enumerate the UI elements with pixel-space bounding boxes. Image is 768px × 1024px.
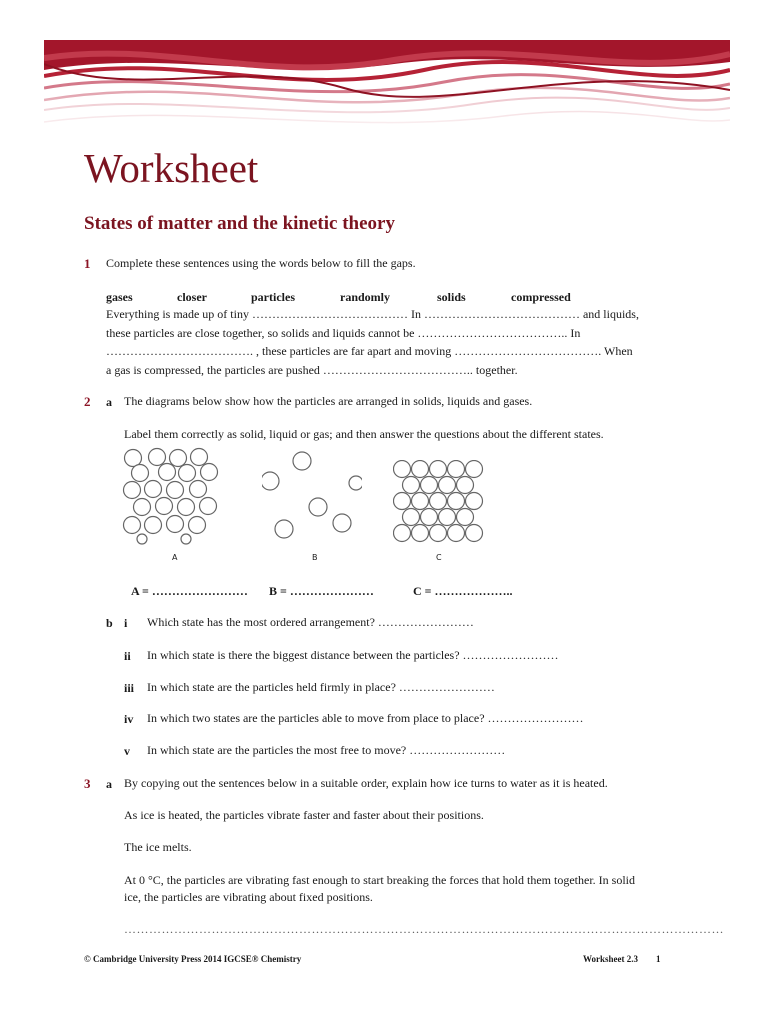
q3a-text: By copying out the sentences below in a suitable order, explain how ice turns to water as it is heated. xyxy=(124,776,608,790)
q3-sentence-3-cont: ice, the particles are vibrating about fixed positions. xyxy=(124,890,373,904)
q2-part-a-letter: a xyxy=(106,395,112,409)
particle-circle xyxy=(394,493,411,510)
particle-circle xyxy=(430,493,447,510)
q1-sentence-line: a gas is compressed, the particles are pushed ……………………………….. together. xyxy=(106,363,518,377)
particle-circle xyxy=(403,509,420,526)
header-banner xyxy=(44,40,730,143)
word-gases: gases xyxy=(106,290,133,304)
diagram-a-particles xyxy=(120,445,220,545)
page-title: Worksheet xyxy=(84,145,259,191)
word-compressed: compressed xyxy=(511,290,571,304)
particle-circle xyxy=(457,509,474,526)
diagram-b-particles xyxy=(262,445,362,545)
diagram-a-label: A xyxy=(172,553,178,562)
footer-copyright: © Cambridge University Press 2014 IGCSE® Chemistry xyxy=(84,954,302,964)
particle-circle xyxy=(421,509,438,526)
q1-instruction: Complete these sentences using the words below to fill the gaps. xyxy=(106,256,416,270)
particle-circle xyxy=(412,493,429,510)
particle-circle xyxy=(448,461,465,478)
particle-circle xyxy=(439,477,456,494)
q2-part-b-letter: b xyxy=(106,616,113,630)
q2b-roman-iii: iii xyxy=(124,681,135,695)
page-subtitle: States of matter and the kinetic theory xyxy=(84,213,395,234)
particle-circle xyxy=(466,493,483,510)
q2b-question-v: In which state are the particles the most free to move? …………………… xyxy=(147,743,506,757)
particle-circle xyxy=(403,477,420,494)
q2b-roman-iv: iv xyxy=(124,712,134,726)
footer-worksheet-id: Worksheet 2.3 xyxy=(583,954,638,964)
particle-circle xyxy=(430,461,447,478)
answer-line-a[interactable]: A = …………………… xyxy=(131,584,248,598)
particle-circle xyxy=(421,477,438,494)
footer-page-number: 1 xyxy=(656,954,661,964)
q1-sentence-line: these particles are close together, so solids and liquids cannot be ……………………………….. In xyxy=(106,326,581,340)
particle-circle xyxy=(448,525,465,542)
q3-answer-line[interactable]: ……………………………………………………………………………………………………………………………… xyxy=(124,922,724,936)
particle-circle xyxy=(457,477,474,494)
q3-sentence-1: As ice is heated, the particles vibrate faster and faster about their positions. xyxy=(124,808,484,822)
particle-circle xyxy=(412,461,429,478)
diagram-c-particles xyxy=(393,460,489,550)
q2b-roman-v: v xyxy=(124,744,130,758)
wave-banner-graphic xyxy=(44,40,730,143)
diagram-c-label: C xyxy=(436,553,442,562)
particle-circle xyxy=(448,493,465,510)
question-number-1: 1 xyxy=(84,256,91,271)
q2b-question-i: Which state has the most ordered arrangement? …………………… xyxy=(147,615,474,629)
diagram-b-label: B xyxy=(312,553,318,562)
question-number-2: 2 xyxy=(84,394,91,409)
q2b-roman-ii: ii xyxy=(124,649,131,663)
particle-circle xyxy=(430,525,447,542)
q2b-roman-i: i xyxy=(124,616,128,630)
particle-circle xyxy=(412,525,429,542)
q2a-instruction: Label them correctly as solid, liquid or gas; and then answer the questions about the different states. xyxy=(124,427,604,441)
particle-circle xyxy=(466,525,483,542)
particle-circle xyxy=(394,525,411,542)
word-particles: particles xyxy=(251,290,295,304)
q1-sentence-line: Everything is made up of tiny ………………………………… In ………………………………… and liquids, xyxy=(106,307,639,321)
particle-circle xyxy=(466,461,483,478)
particle-circle xyxy=(439,509,456,526)
word-solids: solids xyxy=(437,290,466,304)
q3-part-a-letter: a xyxy=(106,777,112,791)
word-closer: closer xyxy=(177,290,207,304)
word-randomly: randomly xyxy=(340,290,391,304)
q2b-question-iii: In which state are the particles held firmly in place? …………………… xyxy=(147,680,495,694)
answer-line-b[interactable]: B = ………………… xyxy=(269,584,374,598)
q2a-text: The diagrams below show how the particles are arranged in solids, liquids and gases. xyxy=(124,394,533,408)
question-number-3: 3 xyxy=(84,776,91,791)
q2b-question-ii: In which state is there the biggest distance between the particles? …………………… xyxy=(147,648,559,662)
q1-sentence-line: ………………………………. , these particles are far apart and moving ………………………………. When xyxy=(106,344,633,358)
q3-sentence-2: The ice melts. xyxy=(124,840,192,854)
q3-sentence-3: At 0 °C, the particles are vibrating fast enough to start breaking the forces that hold them together. In solid xyxy=(124,873,635,887)
answer-line-c[interactable]: C = ……………….. xyxy=(413,584,513,598)
particle-circle xyxy=(394,461,411,478)
q2b-question-iv: In which two states are the particles able to move from place to place? …………………… xyxy=(147,711,584,725)
